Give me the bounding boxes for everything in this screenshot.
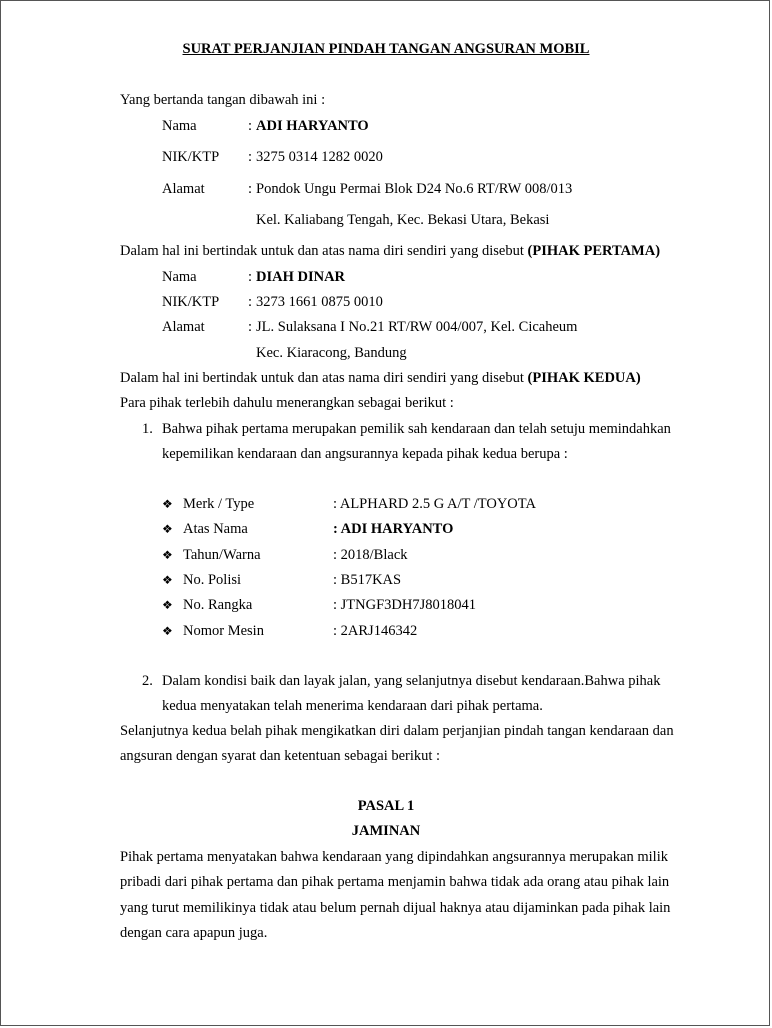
pasal1-line: dengan cara apapun juga.	[120, 925, 268, 941]
party1-nik-label: NIK/KTP	[162, 149, 220, 165]
point1-line1: Bahwa pihak pertama merupakan pemilik sah kendaraan dan telah setuju memindahkan	[162, 421, 671, 437]
point2-line2: kedua menyatakan telah menerima kendaraan dari pihak pertama.	[162, 698, 543, 714]
vehicle-label: No. Polisi	[183, 572, 242, 588]
point2-number: 2.	[142, 673, 153, 689]
party2-role-text: Dalam hal ini bertindak untuk dan atas nama diri sendiri yang disebut	[120, 370, 528, 386]
party2-alamat-label: Alamat	[162, 319, 205, 335]
party2-nik-colon: :	[248, 294, 253, 310]
party1-nama-label: Nama	[162, 118, 197, 134]
point2-line1: Dalam kondisi baik dan layak jalan, yang selanjutnya disebut kendaraan.Bahwa pihak	[162, 673, 661, 689]
vehicle-label: Merk / Type	[183, 496, 255, 512]
point1-line2: kepemilikan kendaraan dan angsurannya kepada pihak kedua berupa :	[162, 446, 568, 462]
vehicle-value: : 2ARJ146342	[333, 623, 418, 639]
vehicle-label: Tahun/Warna	[183, 547, 261, 563]
intro-text: Yang bertanda tangan dibawah ini :	[120, 92, 326, 108]
vehicle-value: : 2018/Black	[333, 547, 408, 563]
party1-alamat-line1: Pondok Ungu Permai Blok D24 No.6 RT/RW 008/013	[256, 181, 573, 197]
party1-nik-colon: :	[248, 149, 253, 165]
vehicle-value: : ADI HARYANTO	[333, 521, 454, 537]
bullet-icon: ❖	[162, 598, 173, 612]
party2-nama-value: DIAH DINAR	[256, 269, 346, 285]
party1-nama-colon: :	[248, 118, 253, 134]
party2-alamat-colon: :	[248, 319, 253, 335]
explain-intro: Para pihak terlebih dahulu menerangkan sebagai berikut :	[120, 395, 454, 411]
vehicle-value: : B517KAS	[333, 572, 402, 588]
party1-role	[120, 242, 660, 260]
point1-number: 1.	[142, 421, 153, 437]
party1-alamat-line2: Kel. Kaliabang Tengah, Kec. Bekasi Utara, Bekasi	[256, 212, 550, 228]
party2-nama-colon: :	[248, 269, 253, 285]
vehicle-label: Nomor Mesin	[183, 623, 264, 639]
party1-alamat-colon: :	[248, 181, 253, 197]
pasal1-line: pribadi dari pihak pertama dan pihak pertama menjamin bahwa tidak ada orang atau pihak lain	[120, 874, 670, 890]
party1-role-text: Dalam hal ini bertindak untuk dan atas nama diri sendiri yang disebut	[120, 243, 528, 259]
pasal1-line: yang turut memilikinya tidak atau belum pernah dijual haknya atau dijaminkan pada pihak lain	[120, 900, 671, 916]
bullet-icon: ❖	[162, 548, 173, 562]
party2-nama-label: Nama	[162, 269, 197, 285]
bullet-icon: ❖	[162, 624, 173, 638]
party1-alamat-label: Alamat	[162, 181, 205, 197]
continuation-line2: angsuran dengan syarat dan ketentuan sebagai berikut :	[120, 748, 441, 764]
vehicle-value: : ALPHARD 2.5 G A/T /TOYOTA	[333, 496, 536, 512]
continuation-line1: Selanjutnya kedua belah pihak mengikatkan diri dalam perjanjian pindah tangan kendaraan dan	[120, 723, 674, 739]
bullet-icon: ❖	[162, 573, 173, 587]
party2-alamat-line1: JL. Sulaksana I No.21 RT/RW 004/007, Kel. Cicaheum	[256, 319, 578, 335]
party1-role-label: (PIHAK PERTAMA)	[527, 243, 661, 259]
vehicle-value: : JTNGF3DH7J8018041	[333, 597, 476, 613]
pasal1-subheading: JAMINAN	[351, 823, 421, 839]
bullet-icon: ❖	[162, 522, 173, 536]
pasal1-line: Pihak pertama menyatakan bahwa kendaraan yang dipindahkan angsurannya merupakan milik	[120, 849, 668, 865]
party2-nik-value: 3273 1661 0875 0010	[256, 294, 383, 310]
party1-nama-value: ADI HARYANTO	[256, 118, 369, 134]
vehicle-label: Atas Nama	[183, 521, 248, 537]
document-title: SURAT PERJANJIAN PINDAH TANGAN ANGSURAN MOBIL	[182, 41, 590, 57]
pasal1-heading: PASAL 1	[357, 798, 415, 814]
party2-role	[120, 369, 641, 387]
party2-role-label: (PIHAK KEDUA)	[527, 370, 641, 386]
vehicle-label: No. Rangka	[183, 597, 253, 613]
party2-nik-label: NIK/KTP	[162, 294, 220, 310]
bullet-icon: ❖	[162, 497, 173, 511]
party1-nik-value: 3275 0314 1282 0020	[256, 149, 383, 165]
party2-alamat-line2: Kec. Kiaracong, Bandung	[256, 345, 407, 361]
